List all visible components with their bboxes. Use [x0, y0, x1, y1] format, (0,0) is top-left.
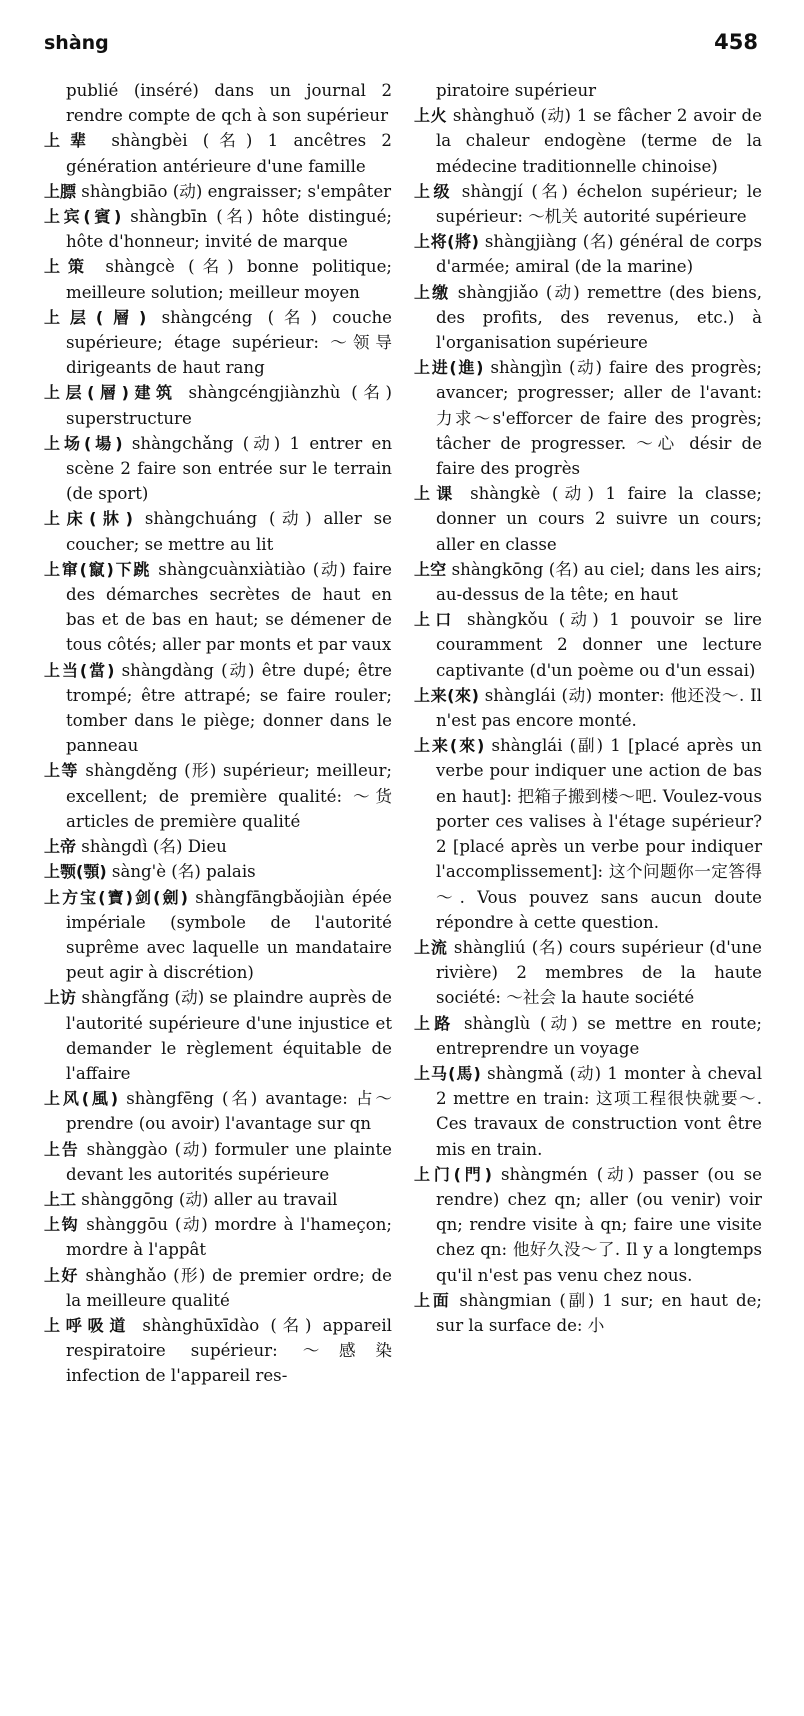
- entry-definition: shànggōng (动) aller au travail: [81, 1189, 338, 1209]
- entry-headword: 上火: [414, 106, 448, 126]
- entry-headword: 上马(馬): [414, 1063, 481, 1083]
- entry-definition: shànghuǒ (动) 1 se fâcher 2 avoir de la chaleur endogène (terme de la médecine traditionnelle chinoise): [436, 106, 762, 176]
- dictionary-entry: [44, 834, 392, 859]
- entry-headword: 上窜(竄)下跳: [44, 559, 152, 579]
- entry-headword: 上门(門): [414, 1164, 492, 1184]
- dictionary-entry: [44, 557, 392, 658]
- entry-definition: shàngfǎng (动) se plaindre auprès de l'autorité supérieure d'une injustice et demander le règlement équitable de l'affaire: [66, 988, 392, 1083]
- dictionary-entry: [44, 380, 392, 430]
- right-column: [414, 78, 762, 1338]
- entry-headword: 上告: [44, 1139, 80, 1159]
- entry-headword: 上口: [414, 610, 457, 630]
- dictionary-entry: [44, 506, 392, 556]
- entry-definition: shàngjí (名) échelon supérieur; le supérieur: ～机关 autorité supérieure: [436, 181, 762, 227]
- dictionary-entry: [44, 758, 392, 834]
- entry-headword: 上级: [414, 181, 454, 201]
- dictionary-entry: [44, 1086, 392, 1136]
- running-headword: shàng: [44, 32, 109, 54]
- entry-headword: 上层(層): [44, 307, 147, 327]
- entry-headword: 上等: [44, 761, 79, 781]
- entry-definition: shàngdàng (动) être dupé; être trompé; être attrapé; se faire rouler; tomber dans le piège; donner dans le panneau: [66, 660, 392, 756]
- entry-definition: shàngdì (名) Dieu: [81, 837, 227, 857]
- right-entry-list: [414, 103, 762, 1338]
- entry-headword: 上访: [44, 988, 77, 1008]
- entry-definition: shàngmian (副) 1 sur; en haut de; sur la surface de: 小: [436, 1290, 762, 1335]
- dictionary-entry: [414, 355, 762, 481]
- dictionary-entry: [44, 658, 392, 759]
- entry-headword: 上帝: [44, 837, 77, 857]
- entry-definition: shàngjiàng (名) général de corps d'armée; amiral (de la marine): [436, 232, 762, 277]
- entry-headword: 上课: [414, 484, 459, 504]
- dictionary-entry: [414, 1288, 762, 1338]
- entry-headword: 上场(場): [44, 433, 123, 453]
- dictionary-entry: [414, 481, 762, 557]
- entry-headword: 上层(層)建筑: [44, 383, 178, 403]
- dictionary-entry: [44, 305, 392, 381]
- dictionary-entry: [414, 683, 762, 733]
- entry-definition: shànghūxīdào (名) appareil respiratoire supérieur: ～感染 infection de l'appareil res-: [66, 1315, 392, 1386]
- entry-headword: 上策: [44, 257, 93, 277]
- dictionary-entry: [414, 557, 762, 607]
- entry-continuation: piratoire supérieur: [436, 81, 597, 100]
- entry-definition: shàngjìn (动) faire des progrès; avancer; progresser; aller de l'avant: 力求～s'efforcer de faire des progrès; tâcher de progresser. ～心 désir de faire des progrès: [436, 358, 762, 479]
- entry-headword: 上面: [414, 1290, 452, 1310]
- entry-headword: 上缴: [414, 282, 451, 302]
- entry-definition: shàngbèi (名) 1 ancêtres 2 génération antérieure d'une famille: [66, 131, 392, 176]
- dictionary-entry: [44, 1313, 392, 1389]
- dictionary-entry: [44, 179, 392, 204]
- entry-definition: shàngmǎ (动) 1 monter à cheval 2 mettre en train: 这项工程很快就要～. Ces travaux de construction vont être mis en train.: [436, 1063, 763, 1159]
- entry-headword: 上好: [44, 1265, 79, 1285]
- dictionary-entry: [414, 280, 762, 356]
- entry-definition: shànglù (动) se mettre en route; entreprendre un voyage: [436, 1013, 762, 1058]
- entry-definition: shàngkè (动) 1 faire la classe; donner un cours 2 suivre un cours; aller en classe: [436, 484, 762, 554]
- entry-definition: shàngcéngjiànzhù (名) superstructure: [66, 383, 392, 428]
- dictionary-entry: [414, 1061, 762, 1162]
- entry-headword: 上床(牀): [44, 509, 133, 529]
- left-entry-list: [44, 128, 392, 1388]
- dictionary-entry: [414, 103, 762, 179]
- entry-definition: shàngděng (形) supérieur; meilleur; excellent; de première qualité: ～货 articles de première qualité: [66, 761, 392, 831]
- entry-definition: sàng'è (名) palais: [111, 862, 256, 882]
- entry-definition: shàngcuànxiàtiào (动) faire des démarches secrètes de haut en bas et de bas en haut; se démener de tous côtés; aller par monts et par vaux: [66, 559, 392, 655]
- entry-headword: 上方宝(寶)剑(劍): [44, 887, 188, 907]
- dictionary-entry: [44, 1137, 392, 1187]
- entry-definition: shàngchuáng (动) aller se coucher; se mettre au lit: [66, 509, 392, 554]
- entry-headword: 上来(來): [414, 736, 485, 756]
- entry-headword: 上颚(顎): [44, 862, 107, 882]
- entry-headword: 上当(當): [44, 660, 115, 680]
- dictionary-entry: [44, 1263, 392, 1313]
- entry-definition: shàngcè (名) bonne politique; meilleure solution; meilleur moyen: [66, 257, 392, 302]
- entry-headword: 上空: [414, 559, 447, 579]
- entry-headword: 上将(將): [414, 232, 479, 252]
- left-column: [44, 78, 392, 1389]
- entry-headword: 上宾(賓): [44, 207, 122, 227]
- entry-definition: shànggōu (动) mordre à l'hameçon; mordre à l'appât: [66, 1215, 392, 1260]
- dictionary-entry: [414, 1162, 762, 1288]
- dictionary-entry: [414, 229, 762, 279]
- entry-definition: shàngfāngbǎojiàn épée impériale (symbole de l'autorité suprême avec laquelle un mandataire peut agir à discrétion): [66, 887, 392, 983]
- entry-headword: 上进(進): [414, 358, 484, 378]
- dictionary-entry: [414, 733, 762, 935]
- entry-definition: shàngchǎng (动) 1 entrer en scène 2 faire son entrée sur le terrain (de sport): [66, 433, 393, 504]
- entry-headword: 上风(風): [44, 1089, 119, 1109]
- dictionary-entry: [44, 1187, 392, 1212]
- dictionary-entry: [414, 179, 762, 229]
- dictionary-entry: [44, 985, 392, 1086]
- entry-definition: shàngfēng (名) avantage: 占～ prendre (ou avoir) l'avantage sur qn: [66, 1089, 392, 1134]
- dictionary-entry: [44, 204, 392, 254]
- entry-continuation: publié (inséré) dans un journal 2 rendre compte de qch à son supérieur: [66, 81, 392, 126]
- entry-headword: 上流: [414, 937, 448, 957]
- dictionary-entry: [44, 859, 392, 884]
- entry-definition: shànglái (副) 1 [placé après un verbe pour indiquer une action de bas en haut]: 把箱子搬到楼～吧. Voulez-vous porter ces valises à l'étage supérieur? 2 [placé après un verbe pour indiquer l'accomplissement]: 这个问题你一定答得～. Vous pouvez sans aucun doute répondre à cette question.: [436, 736, 762, 932]
- dictionary-entry: [44, 128, 392, 178]
- dictionary-entry: [414, 1011, 762, 1061]
- dictionary-entry: [44, 1212, 392, 1262]
- entry-definition: shàngcéng (名) couche supérieure; étage supérieur: ～领导 dirigeants de haut rang: [66, 307, 392, 378]
- entry-headword: 上呼吸道: [44, 1315, 132, 1335]
- entry-definition: shànggào (动) formuler une plainte devant les autorités supérieure: [66, 1139, 392, 1184]
- entry-definition: shàngmén (动) passer (ou se rendre) chez qn; aller (ou venir) voir qn; rendre visite à qn; faire une visite chez qn: 他好久没～了. Il y a longtemps qu'il n'est pas venu chez nous.: [436, 1164, 762, 1285]
- entry-definition: shàngjiǎo (动) remettre (des biens, des profits, des revenus, etc.) à l'organisation supérieure: [436, 282, 762, 353]
- entry-headword: 上路: [414, 1013, 455, 1033]
- entry-headword: 上来(來): [414, 685, 479, 705]
- dictionary-entry: [414, 935, 762, 1011]
- dictionary-entry: [414, 607, 762, 683]
- entry-headword: 上钩: [44, 1215, 80, 1235]
- dictionary-entry: [44, 885, 392, 986]
- dictionary-entry: [44, 254, 392, 304]
- entry-headword: 上膘: [44, 181, 77, 201]
- entry-definition: shàngbiāo (动) engraisser; s'empâter: [81, 181, 392, 201]
- entry-headword: 上辈: [44, 131, 97, 151]
- entry-definition: shàngliú (名) cours supérieur (d'une rivière) 2 membres de la haute société: ～社会 la haute société: [436, 937, 762, 1008]
- entry-definition: shànghǎo (形) de premier ordre; de la meilleure qualité: [66, 1265, 392, 1310]
- entry-definition: shànglái (动) monter: 他还没～. Il n'est pas encore monté.: [436, 685, 762, 731]
- entry-definition: shàngkǒu (动) 1 pouvoir se lire couramment 2 donner une lecture captivante (d'un poème ou d'un essai): [436, 610, 762, 680]
- entry-definition: shàngbīn (名) hôte distingué; hôte d'honneur; invité de marque: [66, 207, 392, 252]
- page-number: 458: [714, 30, 758, 54]
- entry-definition: shàngkōng (名) au ciel; dans les airs; au-dessus de la tête; en haut: [436, 559, 762, 605]
- entry-headword: 上工: [44, 1189, 77, 1209]
- dictionary-entry: [44, 431, 392, 507]
